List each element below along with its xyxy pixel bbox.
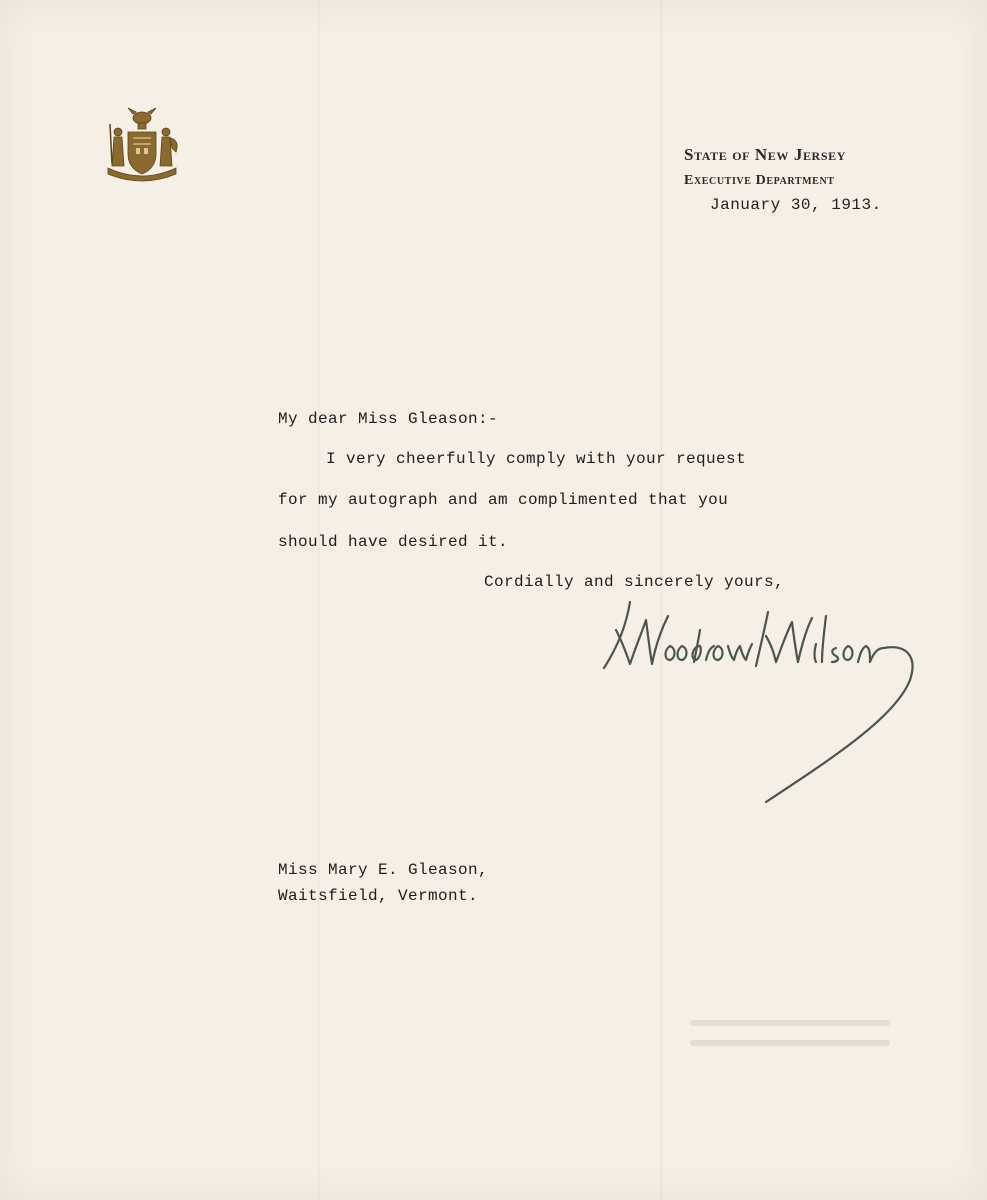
closing: Cordially and sincerely yours, <box>484 573 785 591</box>
salutation: My dear Miss Gleason:- <box>278 410 499 428</box>
body-line-3: should have desired it. <box>278 533 509 551</box>
state-seal-icon <box>100 104 184 188</box>
faint-impression <box>690 1020 890 1060</box>
letterhead-state: State of New Jersey <box>684 145 846 164</box>
handwritten-signature <box>596 596 926 811</box>
recipient-location: Waitsfield, Vermont. <box>278 887 479 905</box>
letter-date: January 30, 1913. <box>710 196 882 214</box>
body-line-2: for my autograph and am complimented that you <box>278 491 729 509</box>
letterhead-department: Executive Department <box>684 173 835 188</box>
recipient-name: Miss Mary E. Gleason, <box>278 861 489 879</box>
letterhead <box>684 144 846 192</box>
body-line-1: I very cheerfully comply with your request <box>326 450 747 468</box>
